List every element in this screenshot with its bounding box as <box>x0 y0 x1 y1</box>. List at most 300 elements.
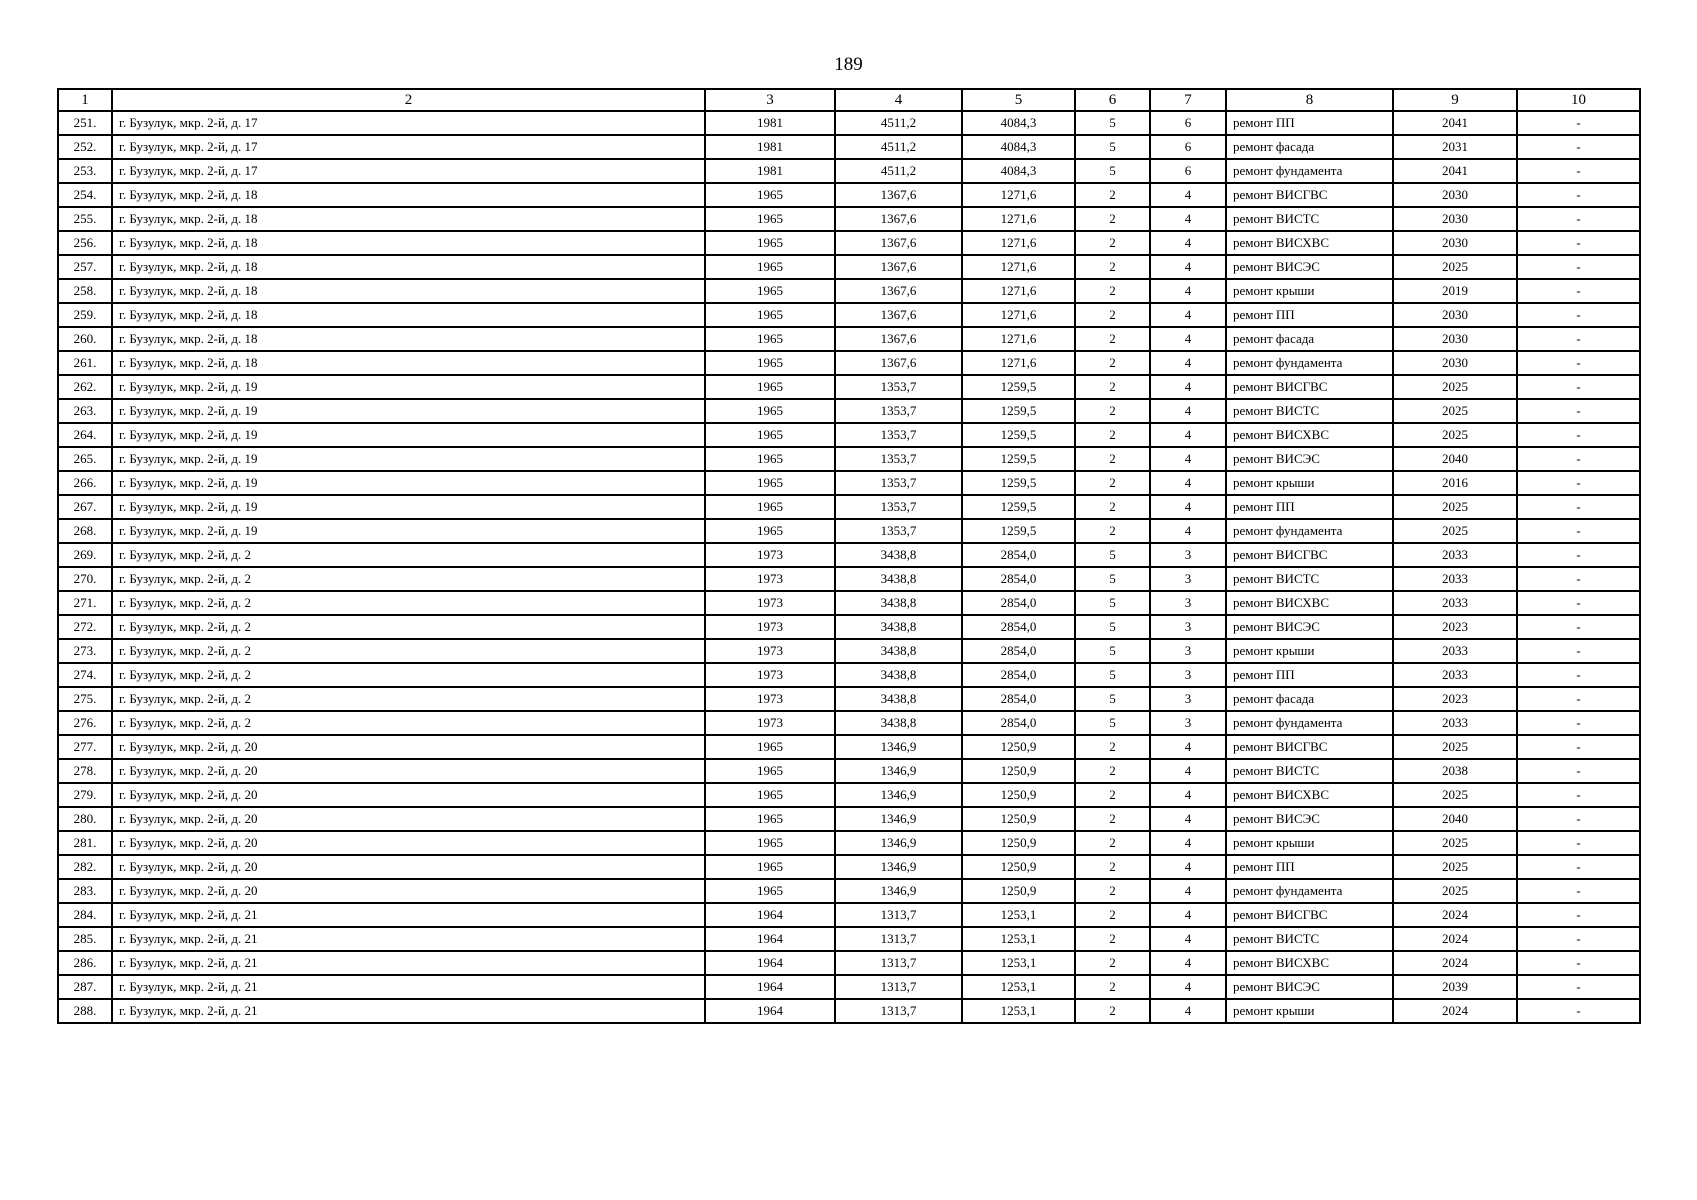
table-row <box>58 447 1640 471</box>
cell-total-area: 1313,7 <box>835 951 962 975</box>
cell-row-number: 272. <box>58 615 112 639</box>
cell-note: - <box>1517 423 1640 447</box>
cell-build-year: 1965 <box>705 231 835 255</box>
cell-floors: 2 <box>1075 495 1150 519</box>
cell-row-number: 279. <box>58 783 112 807</box>
cell-row-number: 282. <box>58 855 112 879</box>
cell-address: г. Бузулук, мкр. 2-й, д. 2 <box>112 711 705 735</box>
cell-entrances: 4 <box>1150 375 1226 399</box>
column-header-7: 7 <box>1150 89 1226 111</box>
cell-total-area: 1367,6 <box>835 279 962 303</box>
cell-floors: 2 <box>1075 327 1150 351</box>
cell-entrances: 4 <box>1150 399 1226 423</box>
cell-total-area: 4511,2 <box>835 159 962 183</box>
cell-row-number: 274. <box>58 663 112 687</box>
cell-total-area: 3438,8 <box>835 567 962 591</box>
cell-living-area: 1253,1 <box>962 975 1075 999</box>
cell-address: г. Бузулук, мкр. 2-й, д. 18 <box>112 327 705 351</box>
cell-entrances: 3 <box>1150 591 1226 615</box>
cell-address: г. Бузулук, мкр. 2-й, д. 18 <box>112 255 705 279</box>
cell-entrances: 3 <box>1150 687 1226 711</box>
cell-build-year: 1981 <box>705 111 835 135</box>
cell-note: - <box>1517 519 1640 543</box>
table-row <box>58 423 1640 447</box>
cell-work-type: ремонт ВИСХВС <box>1226 423 1393 447</box>
cell-work-type: ремонт фундамента <box>1226 351 1393 375</box>
table-row <box>58 639 1640 663</box>
cell-floors: 2 <box>1075 207 1150 231</box>
table-row <box>58 567 1640 591</box>
table-header <box>58 89 1640 111</box>
cell-build-year: 1973 <box>705 543 835 567</box>
cell-address: г. Бузулук, мкр. 2-й, д. 21 <box>112 903 705 927</box>
cell-planned-year: 2039 <box>1393 975 1517 999</box>
cell-planned-year: 2033 <box>1393 663 1517 687</box>
cell-work-type: ремонт ПП <box>1226 663 1393 687</box>
table-row <box>58 183 1640 207</box>
cell-work-type: ремонт крыши <box>1226 639 1393 663</box>
cell-address: г. Бузулук, мкр. 2-й, д. 20 <box>112 735 705 759</box>
cell-living-area: 1259,5 <box>962 495 1075 519</box>
cell-planned-year: 2025 <box>1393 831 1517 855</box>
cell-build-year: 1981 <box>705 135 835 159</box>
cell-address: г. Бузулук, мкр. 2-й, д. 19 <box>112 447 705 471</box>
cell-build-year: 1965 <box>705 327 835 351</box>
cell-floors: 2 <box>1075 183 1150 207</box>
cell-note: - <box>1517 687 1640 711</box>
cell-note: - <box>1517 159 1640 183</box>
cell-floors: 2 <box>1075 471 1150 495</box>
cell-work-type: ремонт ВИСГВС <box>1226 903 1393 927</box>
cell-floors: 5 <box>1075 663 1150 687</box>
cell-address: г. Бузулук, мкр. 2-й, д. 19 <box>112 495 705 519</box>
cell-row-number: 273. <box>58 639 112 663</box>
cell-planned-year: 2023 <box>1393 687 1517 711</box>
cell-work-type: ремонт крыши <box>1226 831 1393 855</box>
cell-work-type: ремонт ПП <box>1226 495 1393 519</box>
cell-row-number: 277. <box>58 735 112 759</box>
column-header-10: 10 <box>1517 89 1640 111</box>
cell-work-type: ремонт крыши <box>1226 471 1393 495</box>
cell-living-area: 1259,5 <box>962 471 1075 495</box>
table-row <box>58 783 1640 807</box>
table-row <box>58 807 1640 831</box>
cell-floors: 2 <box>1075 255 1150 279</box>
cell-planned-year: 2025 <box>1393 423 1517 447</box>
cell-row-number: 270. <box>58 567 112 591</box>
cell-planned-year: 2025 <box>1393 495 1517 519</box>
cell-planned-year: 2041 <box>1393 159 1517 183</box>
cell-work-type: ремонт ВИСТС <box>1226 207 1393 231</box>
cell-address: г. Бузулук, мкр. 2-й, д. 21 <box>112 927 705 951</box>
table-row <box>58 735 1640 759</box>
cell-entrances: 3 <box>1150 663 1226 687</box>
cell-floors: 2 <box>1075 399 1150 423</box>
table-row <box>58 351 1640 375</box>
cell-address: г. Бузулук, мкр. 2-й, д. 17 <box>112 159 705 183</box>
cell-planned-year: 2030 <box>1393 231 1517 255</box>
table-row <box>58 375 1640 399</box>
cell-planned-year: 2025 <box>1393 399 1517 423</box>
table-row <box>58 519 1640 543</box>
cell-floors: 5 <box>1075 159 1150 183</box>
cell-build-year: 1973 <box>705 639 835 663</box>
cell-total-area: 3438,8 <box>835 639 962 663</box>
cell-floors: 2 <box>1075 735 1150 759</box>
cell-work-type: ремонт ВИСХВС <box>1226 951 1393 975</box>
cell-note: - <box>1517 639 1640 663</box>
cell-address: г. Бузулук, мкр. 2-й, д. 20 <box>112 783 705 807</box>
cell-note: - <box>1517 927 1640 951</box>
cell-address: г. Бузулук, мкр. 2-й, д. 20 <box>112 807 705 831</box>
cell-entrances: 4 <box>1150 975 1226 999</box>
cell-address: г. Бузулук, мкр. 2-й, д. 18 <box>112 231 705 255</box>
cell-floors: 2 <box>1075 879 1150 903</box>
cell-entrances: 4 <box>1150 471 1226 495</box>
cell-total-area: 1346,9 <box>835 879 962 903</box>
cell-row-number: 260. <box>58 327 112 351</box>
cell-planned-year: 2025 <box>1393 255 1517 279</box>
cell-entrances: 4 <box>1150 207 1226 231</box>
cell-row-number: 276. <box>58 711 112 735</box>
cell-note: - <box>1517 303 1640 327</box>
cell-entrances: 4 <box>1150 351 1226 375</box>
cell-living-area: 2854,0 <box>962 615 1075 639</box>
cell-entrances: 4 <box>1150 327 1226 351</box>
cell-note: - <box>1517 447 1640 471</box>
column-header-1: 1 <box>58 89 112 111</box>
cell-row-number: 266. <box>58 471 112 495</box>
cell-row-number: 259. <box>58 303 112 327</box>
cell-floors: 2 <box>1075 783 1150 807</box>
table-row <box>58 591 1640 615</box>
cell-work-type: ремонт ВИСЭС <box>1226 615 1393 639</box>
cell-entrances: 4 <box>1150 303 1226 327</box>
cell-work-type: ремонт ВИСТС <box>1226 567 1393 591</box>
cell-address: г. Бузулук, мкр. 2-й, д. 17 <box>112 111 705 135</box>
cell-note: - <box>1517 471 1640 495</box>
cell-work-type: ремонт ВИСЭС <box>1226 975 1393 999</box>
cell-entrances: 4 <box>1150 423 1226 447</box>
cell-floors: 5 <box>1075 711 1150 735</box>
cell-row-number: 257. <box>58 255 112 279</box>
cell-living-area: 1253,1 <box>962 951 1075 975</box>
cell-total-area: 3438,8 <box>835 615 962 639</box>
cell-floors: 2 <box>1075 423 1150 447</box>
cell-living-area: 1271,6 <box>962 351 1075 375</box>
cell-work-type: ремонт ВИСХВС <box>1226 591 1393 615</box>
cell-living-area: 2854,0 <box>962 567 1075 591</box>
cell-work-type: ремонт крыши <box>1226 999 1393 1023</box>
cell-living-area: 1250,9 <box>962 735 1075 759</box>
cell-work-type: ремонт ВИСХВС <box>1226 231 1393 255</box>
table-row <box>58 207 1640 231</box>
table-row <box>58 159 1640 183</box>
cell-entrances: 4 <box>1150 519 1226 543</box>
cell-address: г. Бузулук, мкр. 2-й, д. 17 <box>112 135 705 159</box>
cell-build-year: 1973 <box>705 567 835 591</box>
table-row <box>58 399 1640 423</box>
cell-total-area: 4511,2 <box>835 135 962 159</box>
cell-floors: 2 <box>1075 447 1150 471</box>
cell-living-area: 1253,1 <box>962 903 1075 927</box>
cell-build-year: 1965 <box>705 303 835 327</box>
table-row <box>58 831 1640 855</box>
cell-planned-year: 2030 <box>1393 303 1517 327</box>
cell-floors: 2 <box>1075 951 1150 975</box>
cell-build-year: 1973 <box>705 615 835 639</box>
cell-build-year: 1965 <box>705 519 835 543</box>
cell-entrances: 3 <box>1150 615 1226 639</box>
cell-living-area: 1271,6 <box>962 327 1075 351</box>
cell-row-number: 285. <box>58 927 112 951</box>
cell-total-area: 3438,8 <box>835 687 962 711</box>
cell-row-number: 267. <box>58 495 112 519</box>
cell-work-type: ремонт фундамента <box>1226 711 1393 735</box>
table-row <box>58 615 1640 639</box>
column-header-8: 8 <box>1226 89 1393 111</box>
column-header-4: 4 <box>835 89 962 111</box>
cell-living-area: 1253,1 <box>962 927 1075 951</box>
table-row <box>58 135 1640 159</box>
cell-total-area: 1353,7 <box>835 399 962 423</box>
cell-address: г. Бузулук, мкр. 2-й, д. 19 <box>112 519 705 543</box>
cell-total-area: 1353,7 <box>835 423 962 447</box>
cell-living-area: 1250,9 <box>962 855 1075 879</box>
cell-note: - <box>1517 783 1640 807</box>
cell-address: г. Бузулук, мкр. 2-й, д. 20 <box>112 855 705 879</box>
cell-build-year: 1965 <box>705 375 835 399</box>
cell-total-area: 1353,7 <box>835 495 962 519</box>
cell-living-area: 1250,9 <box>962 879 1075 903</box>
cell-note: - <box>1517 399 1640 423</box>
cell-living-area: 2854,0 <box>962 687 1075 711</box>
cell-total-area: 1367,6 <box>835 231 962 255</box>
table-row <box>58 855 1640 879</box>
cell-work-type: ремонт ПП <box>1226 303 1393 327</box>
table-row <box>58 711 1640 735</box>
cell-total-area: 1367,6 <box>835 183 962 207</box>
cell-note: - <box>1517 543 1640 567</box>
cell-address: г. Бузулук, мкр. 2-й, д. 2 <box>112 543 705 567</box>
cell-build-year: 1973 <box>705 591 835 615</box>
cell-planned-year: 2033 <box>1393 567 1517 591</box>
cell-address: г. Бузулук, мкр. 2-й, д. 2 <box>112 687 705 711</box>
cell-row-number: 253. <box>58 159 112 183</box>
cell-planned-year: 2024 <box>1393 999 1517 1023</box>
cell-build-year: 1964 <box>705 999 835 1023</box>
cell-total-area: 1346,9 <box>835 783 962 807</box>
cell-row-number: 264. <box>58 423 112 447</box>
cell-address: г. Бузулук, мкр. 2-й, д. 20 <box>112 831 705 855</box>
cell-work-type: ремонт ВИСХВС <box>1226 783 1393 807</box>
cell-entrances: 4 <box>1150 183 1226 207</box>
table-row <box>58 303 1640 327</box>
cell-planned-year: 2024 <box>1393 951 1517 975</box>
cell-build-year: 1965 <box>705 879 835 903</box>
cell-living-area: 4084,3 <box>962 159 1075 183</box>
cell-work-type: ремонт ВИСГВС <box>1226 735 1393 759</box>
cell-entrances: 4 <box>1150 951 1226 975</box>
cell-entrances: 4 <box>1150 279 1226 303</box>
column-header-9: 9 <box>1393 89 1517 111</box>
cell-row-number: 269. <box>58 543 112 567</box>
cell-total-area: 1346,9 <box>835 735 962 759</box>
cell-note: - <box>1517 663 1640 687</box>
table-body <box>58 111 1640 1023</box>
cell-address: г. Бузулук, мкр. 2-й, д. 20 <box>112 879 705 903</box>
cell-living-area: 1250,9 <box>962 807 1075 831</box>
cell-note: - <box>1517 207 1640 231</box>
cell-row-number: 280. <box>58 807 112 831</box>
cell-work-type: ремонт фасада <box>1226 135 1393 159</box>
cell-note: - <box>1517 999 1640 1023</box>
cell-build-year: 1965 <box>705 855 835 879</box>
cell-row-number: 287. <box>58 975 112 999</box>
cell-living-area: 1259,5 <box>962 399 1075 423</box>
cell-note: - <box>1517 735 1640 759</box>
cell-note: - <box>1517 279 1640 303</box>
cell-floors: 2 <box>1075 759 1150 783</box>
cell-address: г. Бузулук, мкр. 2-й, д. 19 <box>112 423 705 447</box>
table-row <box>58 279 1640 303</box>
cell-work-type: ремонт ВИСЭС <box>1226 447 1393 471</box>
cell-note: - <box>1517 255 1640 279</box>
cell-build-year: 1965 <box>705 279 835 303</box>
cell-entrances: 4 <box>1150 255 1226 279</box>
cell-floors: 5 <box>1075 639 1150 663</box>
table-row <box>58 111 1640 135</box>
cell-living-area: 1271,6 <box>962 231 1075 255</box>
cell-living-area: 2854,0 <box>962 591 1075 615</box>
cell-total-area: 1353,7 <box>835 375 962 399</box>
cell-work-type: ремонт ПП <box>1226 855 1393 879</box>
cell-entrances: 4 <box>1150 735 1226 759</box>
cell-work-type: ремонт ВИСГВС <box>1226 375 1393 399</box>
table-row <box>58 327 1640 351</box>
cell-living-area: 1259,5 <box>962 375 1075 399</box>
cell-planned-year: 2025 <box>1393 375 1517 399</box>
cell-living-area: 2854,0 <box>962 663 1075 687</box>
repair-schedule-table <box>57 88 1641 1024</box>
cell-work-type: ремонт ВИСТС <box>1226 927 1393 951</box>
cell-row-number: 251. <box>58 111 112 135</box>
cell-total-area: 3438,8 <box>835 663 962 687</box>
cell-address: г. Бузулук, мкр. 2-й, д. 21 <box>112 975 705 999</box>
cell-note: - <box>1517 495 1640 519</box>
cell-planned-year: 2041 <box>1393 111 1517 135</box>
cell-planned-year: 2023 <box>1393 615 1517 639</box>
cell-living-area: 1250,9 <box>962 831 1075 855</box>
cell-floors: 5 <box>1075 567 1150 591</box>
cell-build-year: 1965 <box>705 471 835 495</box>
cell-build-year: 1965 <box>705 423 835 447</box>
cell-total-area: 1367,6 <box>835 351 962 375</box>
cell-address: г. Бузулук, мкр. 2-й, д. 18 <box>112 351 705 375</box>
cell-floors: 5 <box>1075 615 1150 639</box>
cell-address: г. Бузулук, мкр. 2-й, д. 2 <box>112 615 705 639</box>
cell-living-area: 1271,6 <box>962 207 1075 231</box>
cell-entrances: 4 <box>1150 231 1226 255</box>
cell-total-area: 1313,7 <box>835 927 962 951</box>
cell-planned-year: 2033 <box>1393 711 1517 735</box>
cell-row-number: 263. <box>58 399 112 423</box>
cell-planned-year: 2025 <box>1393 735 1517 759</box>
cell-address: г. Бузулук, мкр. 2-й, д. 2 <box>112 567 705 591</box>
cell-entrances: 3 <box>1150 543 1226 567</box>
cell-planned-year: 2030 <box>1393 207 1517 231</box>
cell-entrances: 4 <box>1150 903 1226 927</box>
cell-build-year: 1964 <box>705 975 835 999</box>
cell-total-area: 1353,7 <box>835 519 962 543</box>
cell-total-area: 1353,7 <box>835 447 962 471</box>
cell-planned-year: 2025 <box>1393 855 1517 879</box>
cell-planned-year: 2024 <box>1393 903 1517 927</box>
cell-planned-year: 2024 <box>1393 927 1517 951</box>
cell-planned-year: 2033 <box>1393 543 1517 567</box>
cell-note: - <box>1517 903 1640 927</box>
cell-address: г. Бузулук, мкр. 2-й, д. 21 <box>112 951 705 975</box>
cell-floors: 2 <box>1075 279 1150 303</box>
cell-total-area: 1367,6 <box>835 255 962 279</box>
cell-floors: 5 <box>1075 111 1150 135</box>
cell-note: - <box>1517 975 1640 999</box>
cell-build-year: 1981 <box>705 159 835 183</box>
cell-entrances: 3 <box>1150 567 1226 591</box>
cell-note: - <box>1517 759 1640 783</box>
cell-planned-year: 2031 <box>1393 135 1517 159</box>
cell-build-year: 1964 <box>705 951 835 975</box>
table-row <box>58 975 1640 999</box>
cell-row-number: 278. <box>58 759 112 783</box>
cell-row-number: 288. <box>58 999 112 1023</box>
cell-entrances: 4 <box>1150 831 1226 855</box>
cell-note: - <box>1517 879 1640 903</box>
cell-total-area: 1313,7 <box>835 975 962 999</box>
cell-note: - <box>1517 567 1640 591</box>
cell-entrances: 3 <box>1150 639 1226 663</box>
cell-row-number: 252. <box>58 135 112 159</box>
cell-living-area: 1271,6 <box>962 255 1075 279</box>
cell-total-area: 1367,6 <box>835 327 962 351</box>
cell-work-type: ремонт ВИСГВС <box>1226 543 1393 567</box>
cell-note: - <box>1517 615 1640 639</box>
cell-row-number: 256. <box>58 231 112 255</box>
cell-total-area: 1346,9 <box>835 759 962 783</box>
cell-planned-year: 2033 <box>1393 639 1517 663</box>
cell-floors: 2 <box>1075 807 1150 831</box>
column-header-3: 3 <box>705 89 835 111</box>
cell-floors: 2 <box>1075 375 1150 399</box>
cell-build-year: 1965 <box>705 807 835 831</box>
cell-living-area: 4084,3 <box>962 135 1075 159</box>
table-row <box>58 999 1640 1023</box>
cell-entrances: 4 <box>1150 783 1226 807</box>
cell-floors: 2 <box>1075 831 1150 855</box>
cell-address: г. Бузулук, мкр. 2-й, д. 2 <box>112 591 705 615</box>
cell-row-number: 255. <box>58 207 112 231</box>
cell-entrances: 4 <box>1150 807 1226 831</box>
cell-planned-year: 2038 <box>1393 759 1517 783</box>
table-row <box>58 951 1640 975</box>
cell-floors: 2 <box>1075 351 1150 375</box>
cell-total-area: 4511,2 <box>835 111 962 135</box>
cell-living-area: 1259,5 <box>962 423 1075 447</box>
cell-note: - <box>1517 855 1640 879</box>
cell-living-area: 1271,6 <box>962 303 1075 327</box>
cell-build-year: 1973 <box>705 663 835 687</box>
cell-build-year: 1965 <box>705 207 835 231</box>
